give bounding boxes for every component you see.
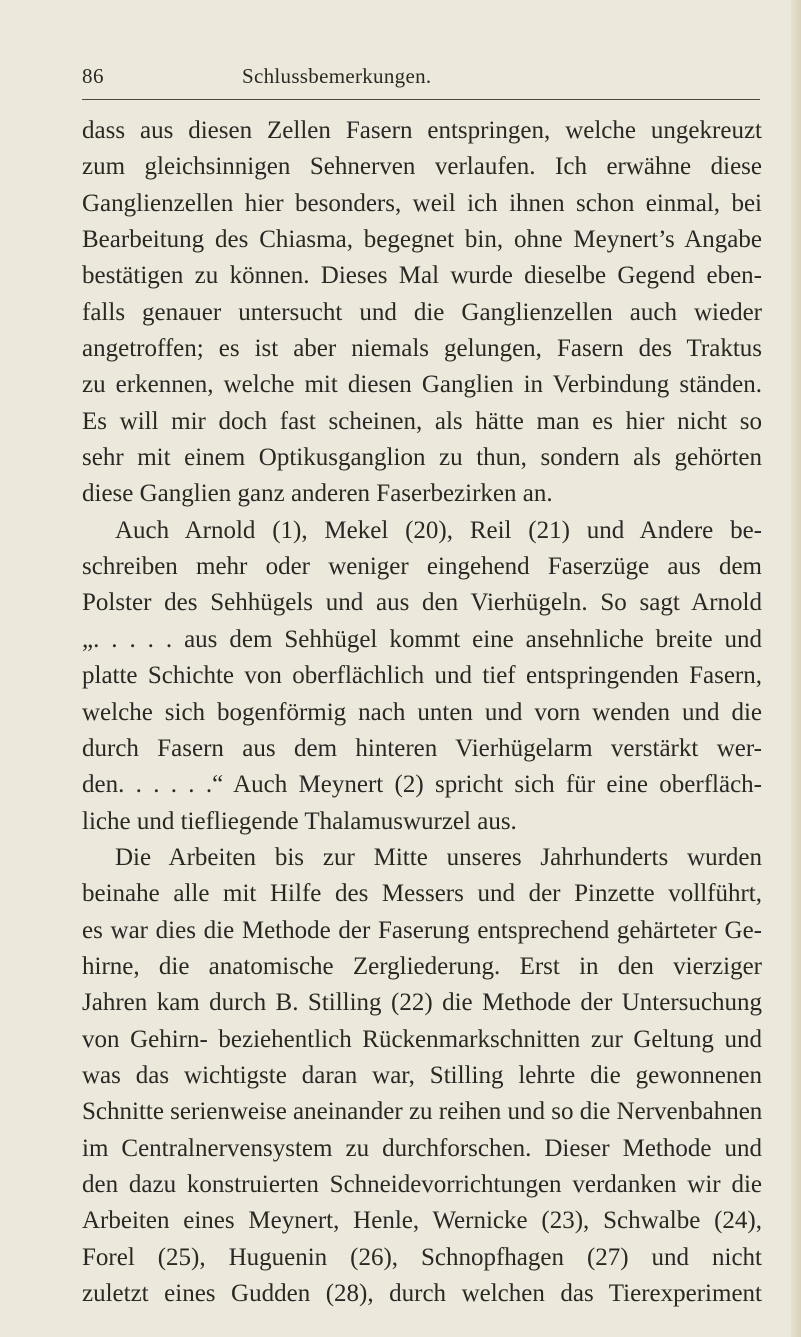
text-line: Jahren kam durch B. Stilling (22) die Methode der Untersuchung <box>82 989 762 1017</box>
text-line: Es will mir doch fast scheinen, als hätte man es hier nicht so <box>82 407 762 435</box>
body-text <box>82 113 762 1312</box>
text-line: Schnitte serienweise aneinander zu reihen und so die Nervenbahnen <box>82 1098 763 1126</box>
page-header <box>82 64 760 104</box>
header-rule <box>82 99 760 100</box>
text-line: Ganglienzellen hier besonders, weil ich ihnen schon einmal, bei <box>82 189 762 217</box>
text-line: diese Ganglien ganz anderen Faserbezirken an. <box>82 480 553 508</box>
text-line: falls genauer untersucht und die Ganglienzellen auch wieder <box>82 298 762 326</box>
text-line: zum gleichsinnigen Sehnerven verlaufen. Ich erwähne diese <box>82 153 762 181</box>
text-line: schreiben mehr oder weniger eingehend Faserzüge aus dem <box>82 553 762 581</box>
text-line: Forel (25), Huguenin (26), Schnopfhagen (27) und nicht <box>82 1243 762 1271</box>
text-line: bestätigen zu können. Dieses Mal wurde dieselbe Gegend eben- <box>82 262 762 290</box>
text-line: „. . . . . aus dem Sehhügel kommt eine ansehnliche breite und <box>82 625 762 653</box>
text-line: Arbeiten eines Meynert, Henle, Wernicke (23), Schwalbe (24), <box>82 1207 762 1235</box>
page-number: 86 <box>82 64 104 88</box>
text-line: durch Fasern aus dem hinteren Vierhügelarm verstärkt wer- <box>82 734 762 762</box>
text-line: was das wichtigste daran war, Stilling lehrte die gewonnenen <box>82 1061 762 1089</box>
text-line: Auch Arnold (1), Mekel (20), Reil (21) und Andere be- <box>115 516 762 544</box>
text-line: Die Arbeiten bis zur Mitte unseres Jahrhunderts wurden <box>115 843 762 871</box>
text-line: hirne, die anatomische Zergliederung. Erst in den vierziger <box>82 952 762 980</box>
text-line: Polster des Sehhügels und aus den Vierhügeln. So sagt Arnold <box>82 589 762 617</box>
text-line: es war dies die Methode der Faserung entsprechend gehärteter Ge- <box>82 916 762 944</box>
text-line: im Centralnervensystem zu durchforschen. Dieser Methode und <box>82 1134 762 1162</box>
page-edge-shadow <box>791 0 801 1337</box>
text-line: von Gehirn- beziehentlich Rückenmarkschnitten zur Geltung und <box>82 1025 762 1053</box>
text-line: liche und tiefliegende Thalamuswurzel aus. <box>82 807 517 835</box>
text-line: platte Schichte von oberflächlich und tief entspringenden Fasern, <box>82 662 762 690</box>
text-line: Bearbeitung des Chiasma, begegnet bin, ohne Meynert’s Angabe <box>82 226 762 254</box>
text-line: beinahe alle mit Hilfe des Messers und der Pinzette vollführt, <box>82 880 762 908</box>
text-line: welche sich bogenförmig nach unten und vorn wenden und die <box>82 698 762 726</box>
text-line: zu erkennen, welche mit diesen Ganglien in Verbindung ständen. <box>82 371 762 399</box>
running-title: Schlussbemerkungen. <box>242 64 432 88</box>
text-line: den. . . . . .“ Auch Meynert (2) spricht sich für eine oberfläch- <box>82 771 762 799</box>
text-line: dass aus diesen Zellen Fasern entspringen, welche ungekreuzt <box>82 117 762 144</box>
text-line: sehr mit einem Optikusganglion zu thun, sondern als gehörten <box>82 444 762 472</box>
text-line: angetroffen; es ist aber niemals gelungen, Fasern des Traktus <box>82 335 762 363</box>
text-line: zuletzt eines Gudden (28), durch welchen das Tierexperiment <box>82 1280 762 1307</box>
text-line: den dazu konstruierten Schneidevorrichtungen verdanken wir die <box>82 1170 762 1198</box>
